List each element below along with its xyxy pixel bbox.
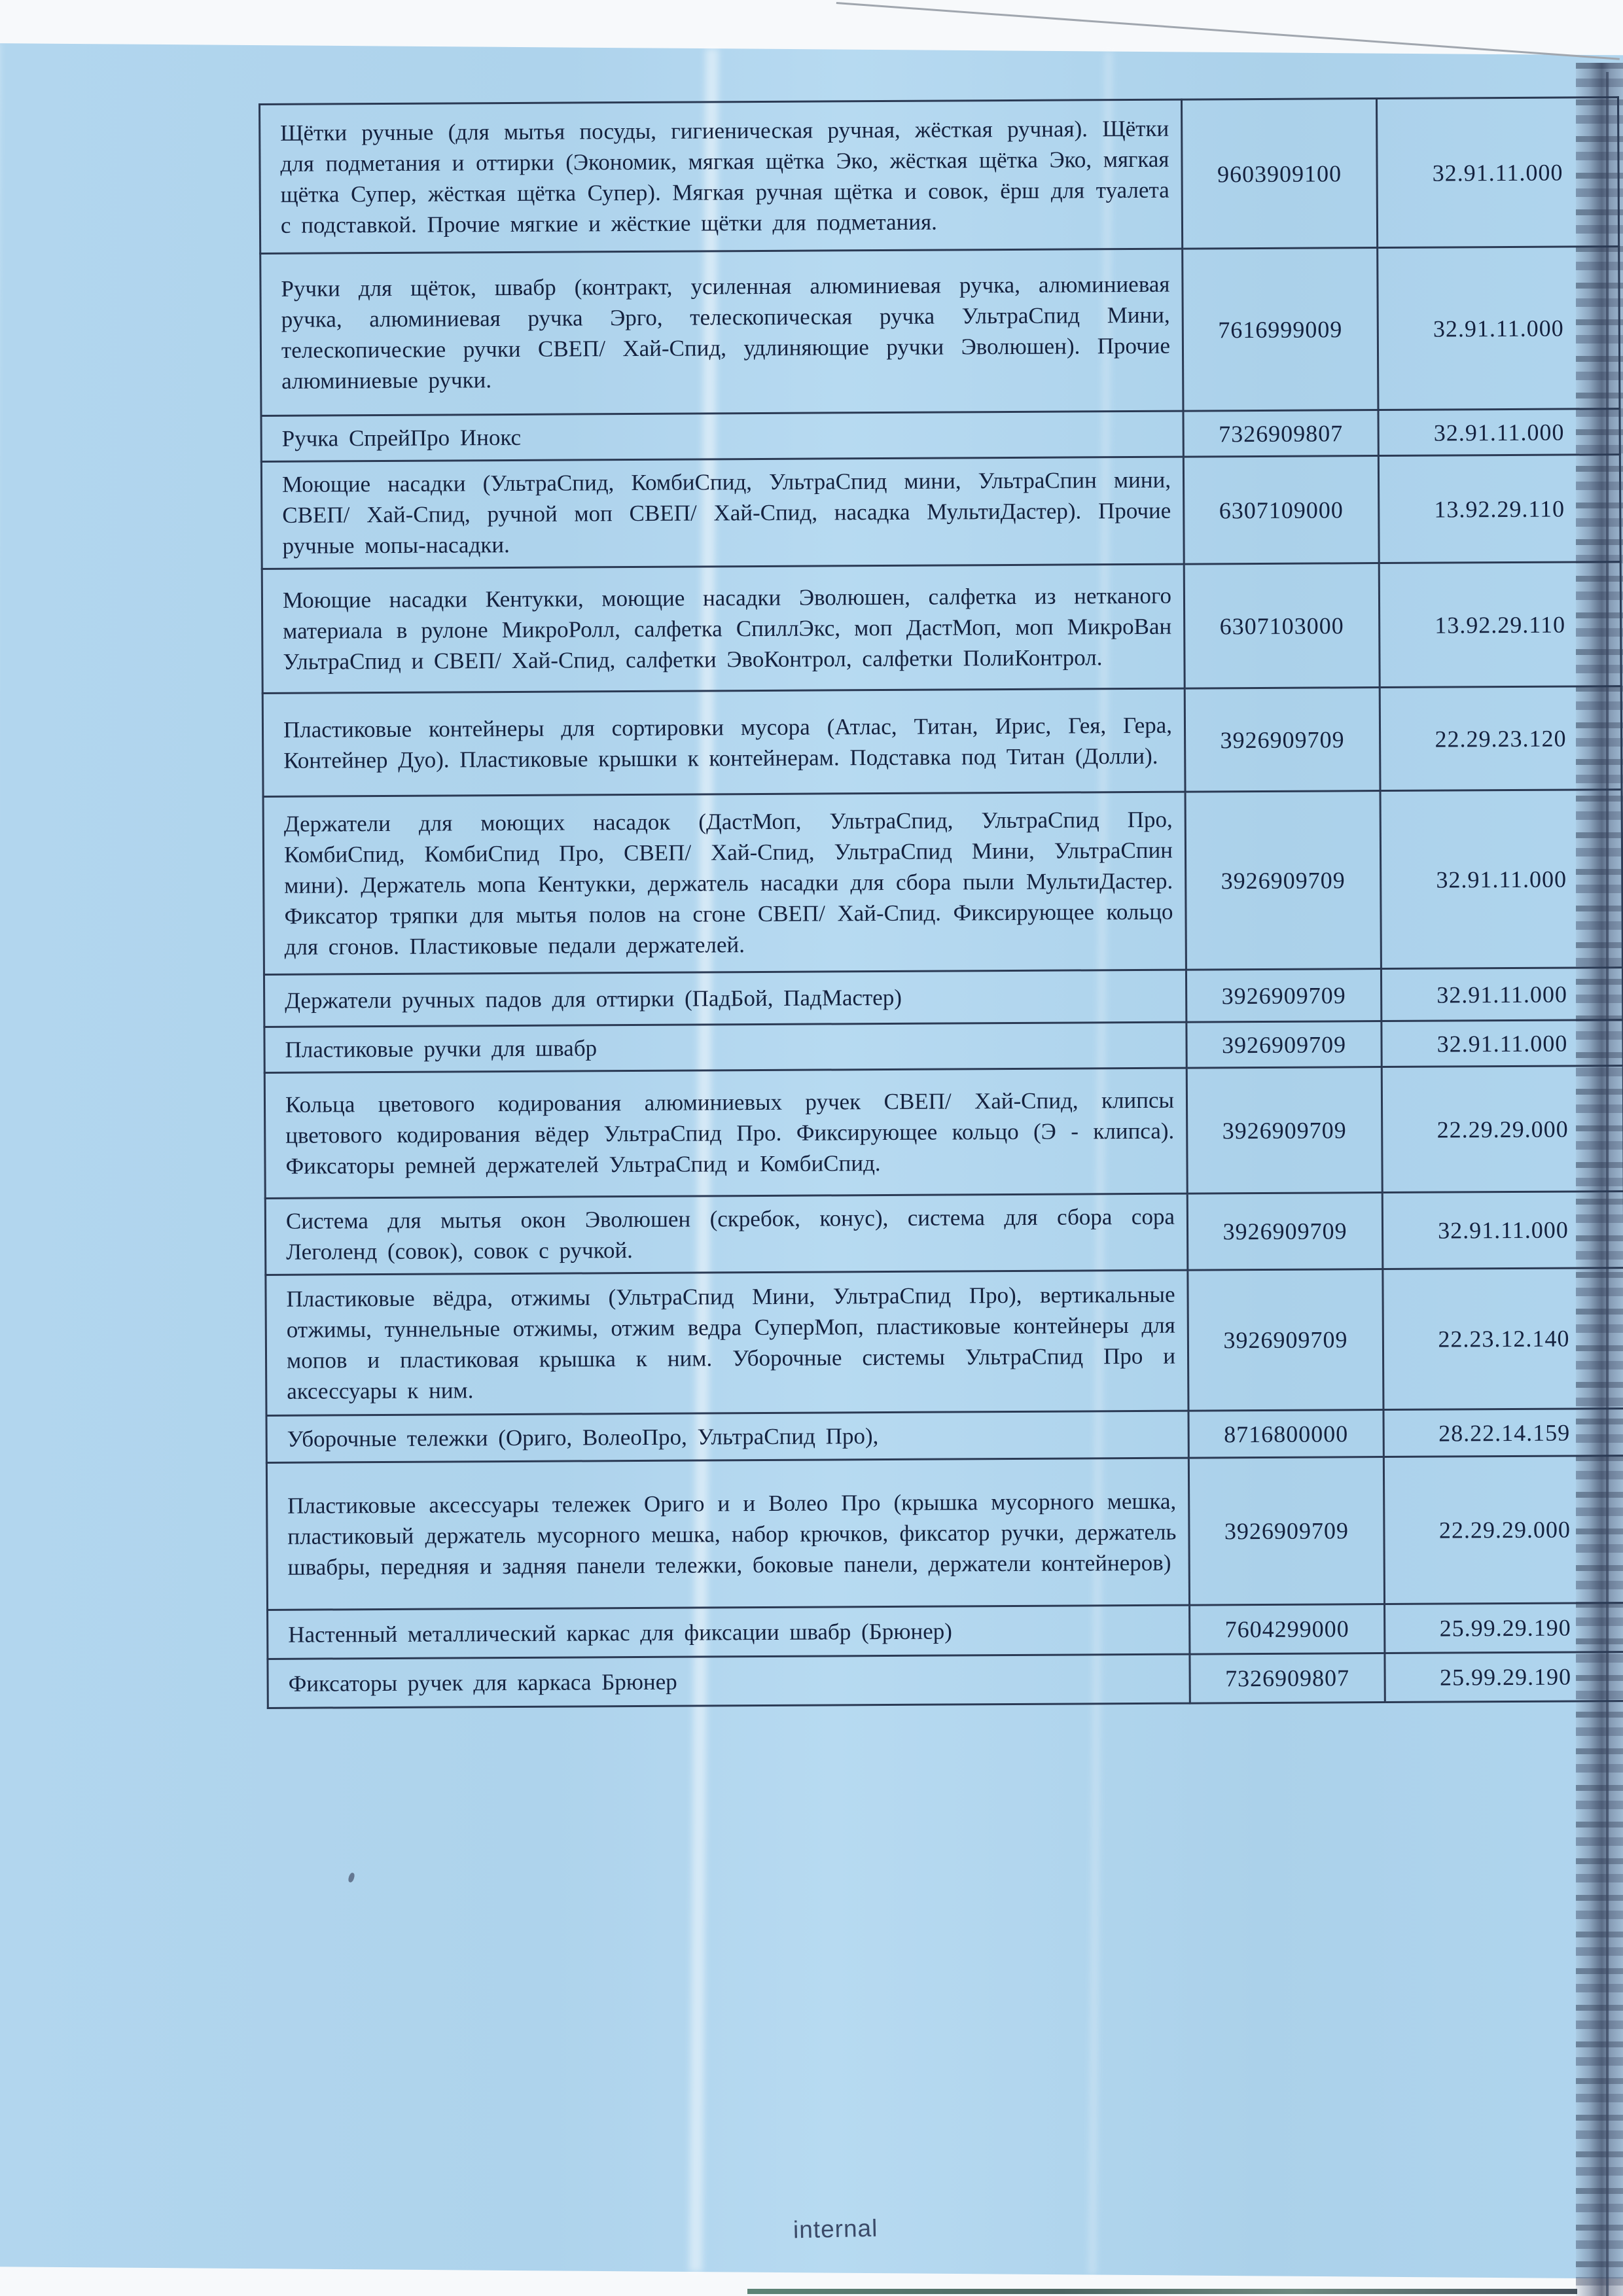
product-code-cell: 25.99.29.190 — [1385, 1603, 1623, 1653]
product-description-cell: Фиксаторы ручек для каркаса Брюнер — [268, 1654, 1190, 1708]
product-code-cell: 32.91.11.000 — [1378, 409, 1620, 456]
table-row — [266, 1268, 1623, 1416]
product-code-cell: 25.99.29.190 — [1385, 1652, 1623, 1703]
product-description-cell: Пластиковые аксессуары тележек Ориго и и Волео Про (крышка мусорного мешка, пластиковый держатель мусорного мешка, набор крючков, фиксатор ручки, держатель швабры, передняя и задняя панели тележки, боковые панели, держатели контейнеров) — [266, 1458, 1189, 1610]
table-row — [262, 686, 1622, 797]
product-description-cell: Настенный металлический каркас для фиксации швабр (Брюнер) — [268, 1605, 1190, 1659]
product-code-cell: 13.92.29.110 — [1379, 562, 1621, 688]
table-row — [261, 409, 1620, 462]
product-code-cell: 22.29.29.000 — [1382, 1066, 1623, 1193]
product-code-cell: 13.92.29.110 — [1378, 455, 1620, 563]
customs-code-cell: 3926909709 — [1187, 1193, 1383, 1271]
table-row — [260, 247, 1620, 416]
product-code-cell: 32.91.11.000 — [1376, 97, 1618, 248]
product-code-cell: 32.91.11.000 — [1382, 1020, 1623, 1067]
customs-code-cell: 3926909709 — [1185, 688, 1380, 792]
customs-code-cell: 7616999009 — [1183, 248, 1378, 412]
product-description-cell: Держатели для моющих насадок (ДастМоп, УльтраСпид, УльтраСпид Про, КомбиСпид, КомбиСпид Про, СВЕП/ Хай-Спид, УльтраСпид Мини, УльтраСпин мини). Держатель мопа Кентукки, держатель насадки для сбора пыли МультиДастер. Фиксатор тряпки для мытья полов на сгоне СВЕП/ Хай-Спид. Фиксирующее кольцо для сгонов. Пластиковые педали держателей. — [263, 792, 1186, 974]
product-description-cell: Пластиковые ручки для швабр — [264, 1022, 1186, 1072]
customs-code-cell: 7604299000 — [1190, 1604, 1385, 1655]
product-code-cell: 32.91.11.000 — [1378, 247, 1620, 410]
table-row — [264, 1020, 1623, 1073]
product-description-cell: Моющие насадки (УльтраСпид, КомбиСпид, УльтраСпид мини, УльтраСпин мини, СВЕП/ Хай-Спид, ручной моп СВЕП/ Хай-Спид, насадка МультиДастер). Прочие ручные мопы-насадки. — [261, 457, 1184, 569]
product-description-cell: Ручка СпрейПро Инокс — [261, 411, 1183, 461]
table-row — [260, 97, 1619, 254]
customs-code-cell: 3926909709 — [1188, 1269, 1383, 1411]
table-row — [264, 1066, 1623, 1199]
customs-code-cell: 6307103000 — [1184, 563, 1380, 689]
product-description-cell: Держатели ручных падов для оттирки (ПадБой, ПадМастер) — [264, 970, 1186, 1027]
scan-bottom-color-band — [747, 2289, 1577, 2294]
product-code-cell: 32.91.11.000 — [1380, 790, 1622, 969]
table-row — [266, 1456, 1623, 1610]
table-row — [268, 1652, 1623, 1708]
product-code-cell: 32.91.11.000 — [1382, 1192, 1623, 1269]
product-code-cell: 32.91.11.000 — [1381, 968, 1622, 1021]
product-description-cell: Система для мытья окон Эволюшен (скребок, конус), система для сбора сора Леголенд (совок), совок с ручкой. — [265, 1193, 1188, 1275]
product-description-cell: Пластиковые контейнеры для сортировки мусора (Атлас, Титан, Ирис, Гея, Гера, Контейнер Дуо). Пластиковые крышки к контейнерам. Подставка под Титан (Долли). — [262, 688, 1185, 796]
product-description-cell: Пластиковые вёдра, отжимы (УльтраСпид Мини, УльтраСпид Про), вертикальные отжимы, туннельные отжимы, отжим ведра СуперМоп, пластиковые контейнеры для мопов и пластиковая крышка к ним. Уборочные системы УльтраСпид Про и аксессуары к ним. — [266, 1270, 1188, 1415]
customs-code-cell: 3926909709 — [1186, 969, 1381, 1023]
product-code-cell: 22.29.29.000 — [1383, 1456, 1623, 1604]
customs-code-cell: 9603909100 — [1181, 99, 1377, 249]
table-row — [266, 1409, 1623, 1463]
product-description-cell: Кольца цветового кодирования алюминиевых ручек СВЕП/ Хай-Спид, клипсы цветового кодирования вёдер УльтраСпид Про. Фиксирующее кольцо (Э - клипса). Фиксаторы ремней держателей УльтраСпид и КомбиСпид. — [264, 1068, 1187, 1198]
product-description-cell: Уборочные тележки (Ориго, ВолеоПро, УльтраСпид Про), — [266, 1411, 1188, 1462]
customs-code-cell: 3926909709 — [1185, 791, 1381, 970]
product-description-cell: Ручки для щёток, швабр (контракт, усиленная алюминиевая ручка, алюминиевая ручка, алюминиевая ручка Эрго, телескопическая ручка УльтраСпид Мини, телескопические ручки СВЕП/ Хай-Спид, удлиняющие ручки Эволюшен). Прочие алюминиевые ручки. — [260, 249, 1183, 415]
customs-code-cell: 3926909709 — [1186, 1021, 1382, 1069]
product-description-cell: Щётки ручные (для мытья посуды, гигиеническая ручная, жёсткая ручная). Щётки для подметания и оттирки (Экономик, мягкая щётка Эко, жёсткая щётка Эко, мягкая щётка Супер, жёсткая щётка Супер). Мягкая ручная щётка и совок, ёрш для туалета с подставкой. Прочие мягкие и жёсткие щётки для подметания. — [260, 99, 1183, 253]
customs-code-cell: 7326909807 — [1190, 1653, 1385, 1704]
product-code-cell: 28.22.14.159 — [1383, 1409, 1623, 1457]
table-row — [265, 1192, 1623, 1275]
table-row — [264, 968, 1622, 1027]
customs-code-cell: 8716800000 — [1188, 1410, 1383, 1458]
customs-code-cell: 3926909709 — [1186, 1067, 1382, 1194]
table-row — [268, 1603, 1623, 1659]
product-description-cell: Моющие насадки Кентукки, моющие насадки Эволюшен, салфетка из нетканого материала в рулоне МикроРолл, салфетка СпиллЭкс, моп ДастМоп, моп МикроВан УльтраСпид и СВЕП/ Хай-Спид, салфетки ЭвоКонтрол, салфетки ПолиКонтрол. — [262, 564, 1185, 693]
customs-code-cell: 3926909709 — [1188, 1457, 1384, 1606]
watermark-internal: internal — [793, 2214, 878, 2244]
table-row — [261, 455, 1620, 569]
table-row — [262, 562, 1621, 694]
product-code-cell: 22.23.12.140 — [1383, 1268, 1623, 1410]
product-codes-table — [259, 96, 1623, 1709]
customs-code-cell: 6307109000 — [1183, 456, 1379, 565]
customs-code-cell: 7326909807 — [1183, 410, 1378, 457]
table-row — [263, 790, 1622, 975]
product-code-cell: 22.29.23.120 — [1380, 686, 1622, 791]
